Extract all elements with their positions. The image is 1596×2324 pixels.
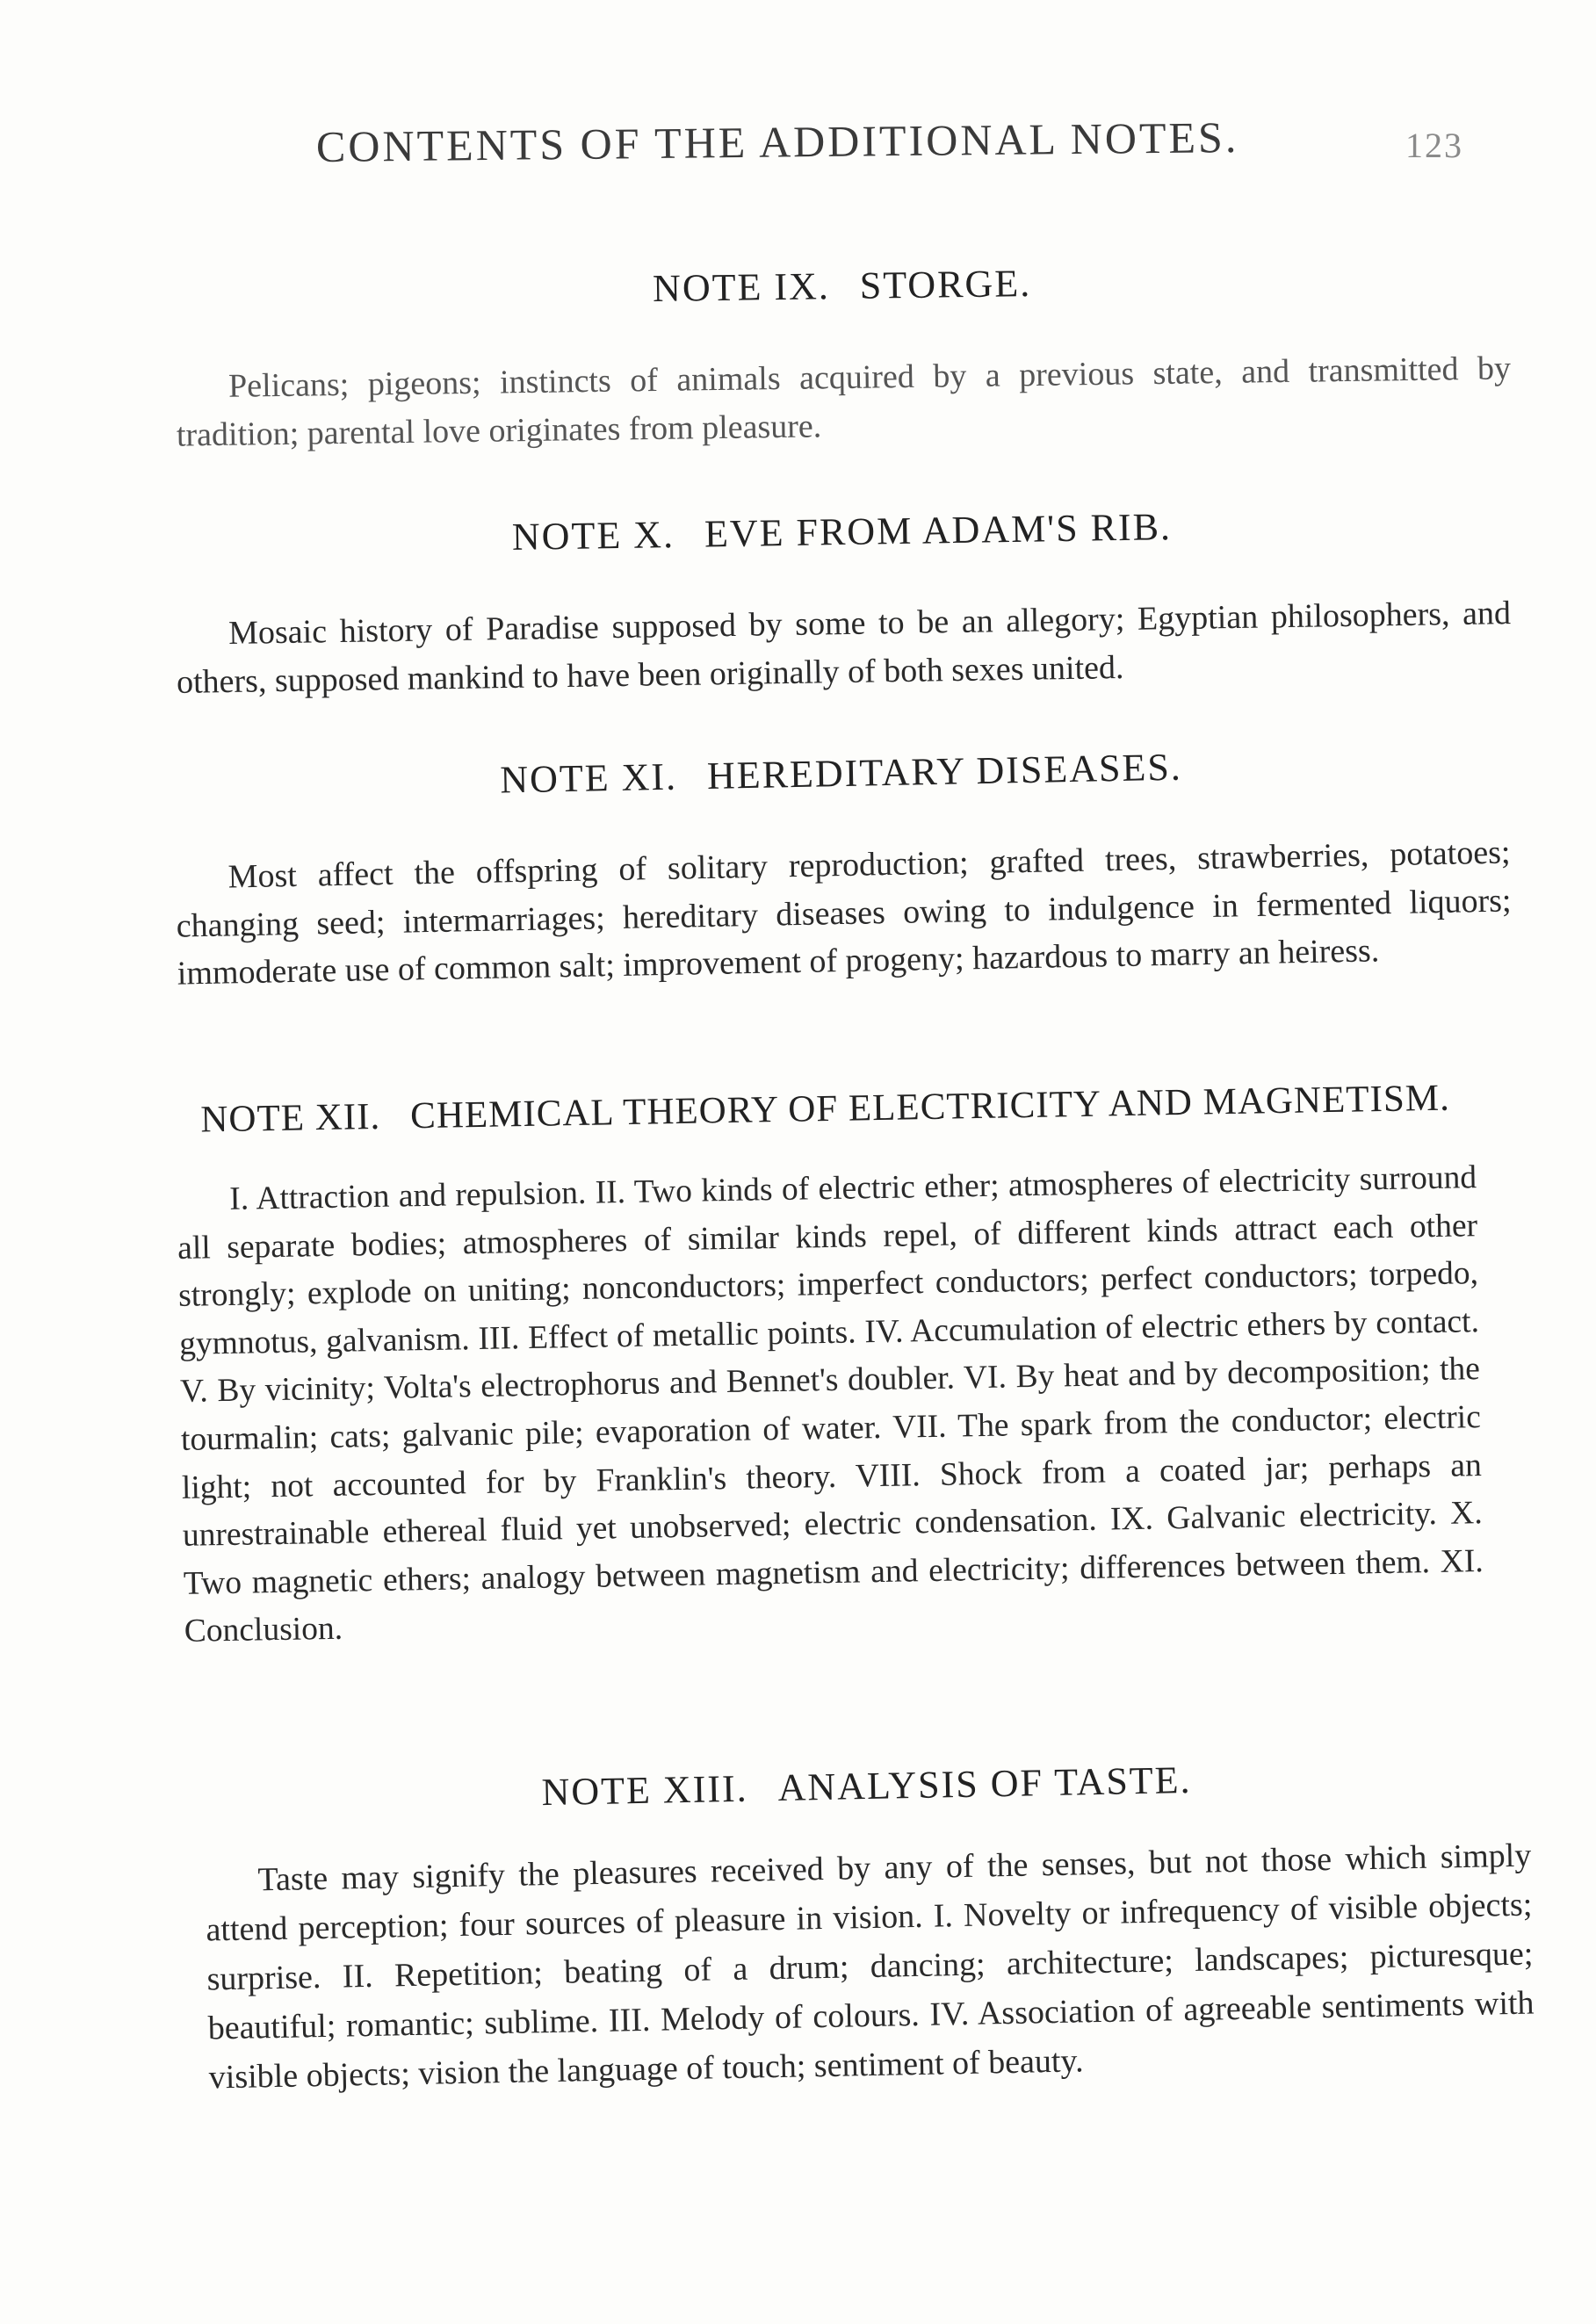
note-title: EVE FROM ADAM'S RIB.	[704, 505, 1173, 556]
note-heading	[174, 254, 1510, 317]
note-title: CHEMICAL THEORY OF ELECTRICITY AND MAGNETISM.	[409, 1077, 1451, 1137]
page-number: 123	[1405, 126, 1463, 165]
note-section	[173, 738, 1513, 1031]
note-heading	[174, 499, 1510, 565]
note-number: NOTE XI.	[499, 754, 678, 802]
note-title: HEREDITARY DISEASES.	[706, 745, 1183, 798]
note-number: NOTE IX.	[652, 264, 831, 311]
note-number: NOTE XIII.	[541, 1766, 749, 1815]
note-summary: I. Attraction and repulsion. II. Two kinds of electric ether; atmospheres of electricity surround all separate bodies; atmospheres of similar kinds repel, of different kinds attract each other strongly; explode on uniting; nonconductors; imperfect conductors; perfect conductors; torpedo, gymnotus, galvanism. III. Effect of metallic points. IV. Accumulation of electric ethers by contact. V. By vicinity; Volta's electrophorus and Bennet's doubler. VI. By heat and by decomposition; the tourmalin; cats; galvanic pile; evaporation of water. VII. The spark from the conductor; electric light; not accounted for by Franklin's theory. VIII. Shock from a coated jar; perhaps an unrestrainable ethereal fluid yet unobserved; electric condensation. IX. Galvanic electricity. X. Two magnetic ethers; analogy between magnetism and electricity; differences between them. XI. Conclusion.	[177, 1159, 1484, 1650]
note-heading	[203, 1751, 1530, 1822]
note-summary: Taste may signify the pleasures received by any of the senses, but not those which simply attend perception; four sources of pleasure in vision. I. Novelty or infrequency of visible objects; surprise. II. Repetition; beating of a drum; dancing; architecture; landscapes; picturesque; beautiful; romantic; sublime. III. Melody of colours. IV. Association of agreeable sentiments with visible objects; vision the language of touch; sentiment of beauty.	[206, 1837, 1535, 2097]
running-head: CONTENTS OF THE ADDITIONAL NOTES.	[315, 112, 1239, 171]
note-number: NOTE XII.	[199, 1095, 381, 1141]
note-number: NOTE X.	[511, 513, 675, 559]
note-title: STORGE.	[859, 262, 1032, 307]
note-heading	[175, 1076, 1476, 1142]
note-summary: Pelicans; pigeons; instincts of animals acquired by a previous state, and transmitted by tradition; parental love originates from pleasure.	[176, 350, 1512, 454]
note-section	[174, 254, 1512, 492]
note-section	[203, 1751, 1536, 2136]
note-summary: Most affect the offspring of solitary reproduction; grafted trees, strawberries, potatoes; changing seed; intermarriages; hereditary diseases owing to indulgence in fermented liquors; immoderate use of common salt; improvement of progeny; hazardous to marry an heiress.	[176, 834, 1512, 992]
note-section	[175, 1076, 1485, 1689]
note-title: ANALYSIS OF TASTE.	[777, 1757, 1192, 1809]
note-section	[174, 499, 1513, 740]
note-summary: Mosaic history of Paradise supposed by some to be an allegory; Egyptian philosophers, and others, supposed mankind to have been originally of both sexes united.	[176, 595, 1512, 701]
note-heading	[173, 738, 1509, 808]
